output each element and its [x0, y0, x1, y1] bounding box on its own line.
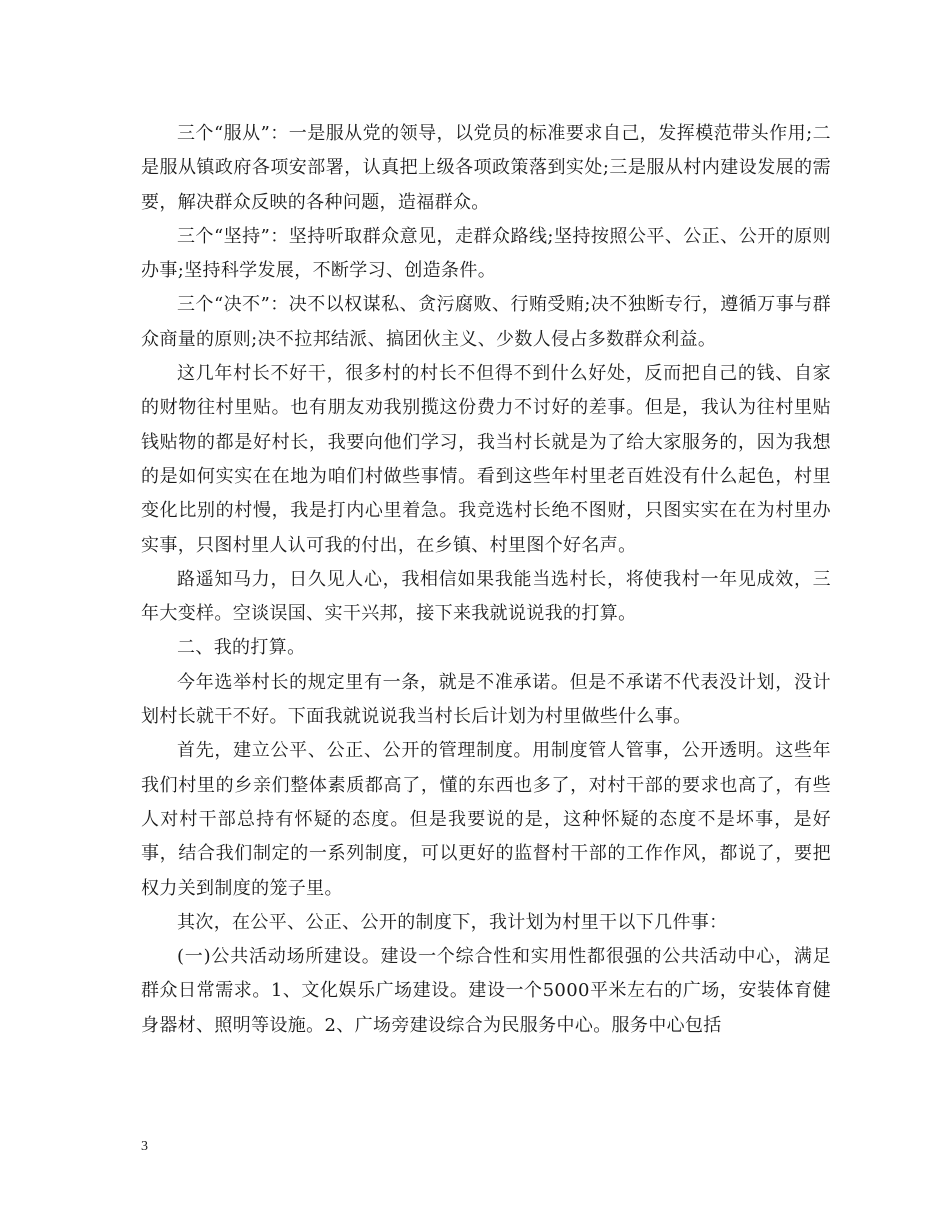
- paragraph-public-activity-venue: (一)公共活动场所建设。建设一个综合性和实用性都很强的公共活动中心，满足群众日常需求。1、文化娱乐广场建设。建设一个5000平米左右的广场，安装体育健身器材、照明等设施。2、广场旁建设综合为民服务中心。服务中心包括: [141, 946, 831, 1036]
- paragraph-village-head-difficulty: 这几年村长不好干，很多村的村长不但得不到什么好处，反而把自己的钱、自家的财物往村里贴。也有朋友劝我别揽这份费力不讨好的差事。但是，我认为往村里贴钱贴物的都是好村长，我要向他们学习，我当村长就是为了给大家服务的，因为我想的是如何实实在在地为咱们村做些事情。看到这些年村里老百姓没有什么起色，村里变化比别的村慢，我是打内心里着急。我竞选村长绝不图财，只图实实在在为村里办实事，只图村里人认可我的付出，在乡镇、村里图个好名声。: [141, 363, 831, 556]
- paragraph-three-obey: 三个“服从”：一是服从党的领导，以党员的标准要求自己，发挥模范带头作用;二是服从镇政府各项安部署，认真把上级各项政策落到实处;三是服从村内建设发展的需要，解决群众反映的各种问题，造福群众。: [141, 123, 831, 213]
- paragraph-no-promises: 今年选举村长的规定里有一条，就是不准承诺。但是不承诺不代表没计划，没计划村长就干不好。下面我就说说我当村长后计划为村里做些什么事。: [141, 671, 831, 728]
- section-heading-my-plan: 二、我的打算。: [177, 637, 306, 659]
- paragraph-three-never: 三个“决不”：决不以权谋私、贪污腐败、行贿受贿;决不独断专行，遵循万事与群众商量的原则;决不拉邦结派、搞团伙主义、少数人侵占多数群众利益。: [141, 294, 831, 350]
- paragraph-three-persist: 三个“坚持”：坚持听取群众意见，走群众路线;坚持按照公平、公正、公开的原则办事;坚持科学发展，不断学习、创造条件。: [141, 225, 831, 282]
- paragraph-proverb: 路遥知马力，日久见人心，我相信如果我能当选村长，将使我村一年见成效，三年大变样。空谈误国、实干兴邦，接下来我就说说我的打算。: [141, 568, 831, 625]
- document-body: [141, 117, 831, 1043]
- paragraph-first-management-system: 首先，建立公平、公正、公开的管理制度。用制度管人管事，公开透明。这些年我们村里的乡亲们整体素质都高了，懂的东西也多了，对村干部的要求也高了，有些人对村干部总持有怀疑的态度。但是我要说的是，这种怀疑的态度不是坏事，是好事，结合我们制定的一系列制度，可以更好的监督村干部的工作作风，都说了，要把权力关到制度的笼子里。: [141, 740, 831, 899]
- paragraph-second-plans: 其次，在公平、公正、公开的制度下，我计划为村里干以下几件事：: [177, 911, 728, 933]
- page-number: 3: [141, 1139, 148, 1154]
